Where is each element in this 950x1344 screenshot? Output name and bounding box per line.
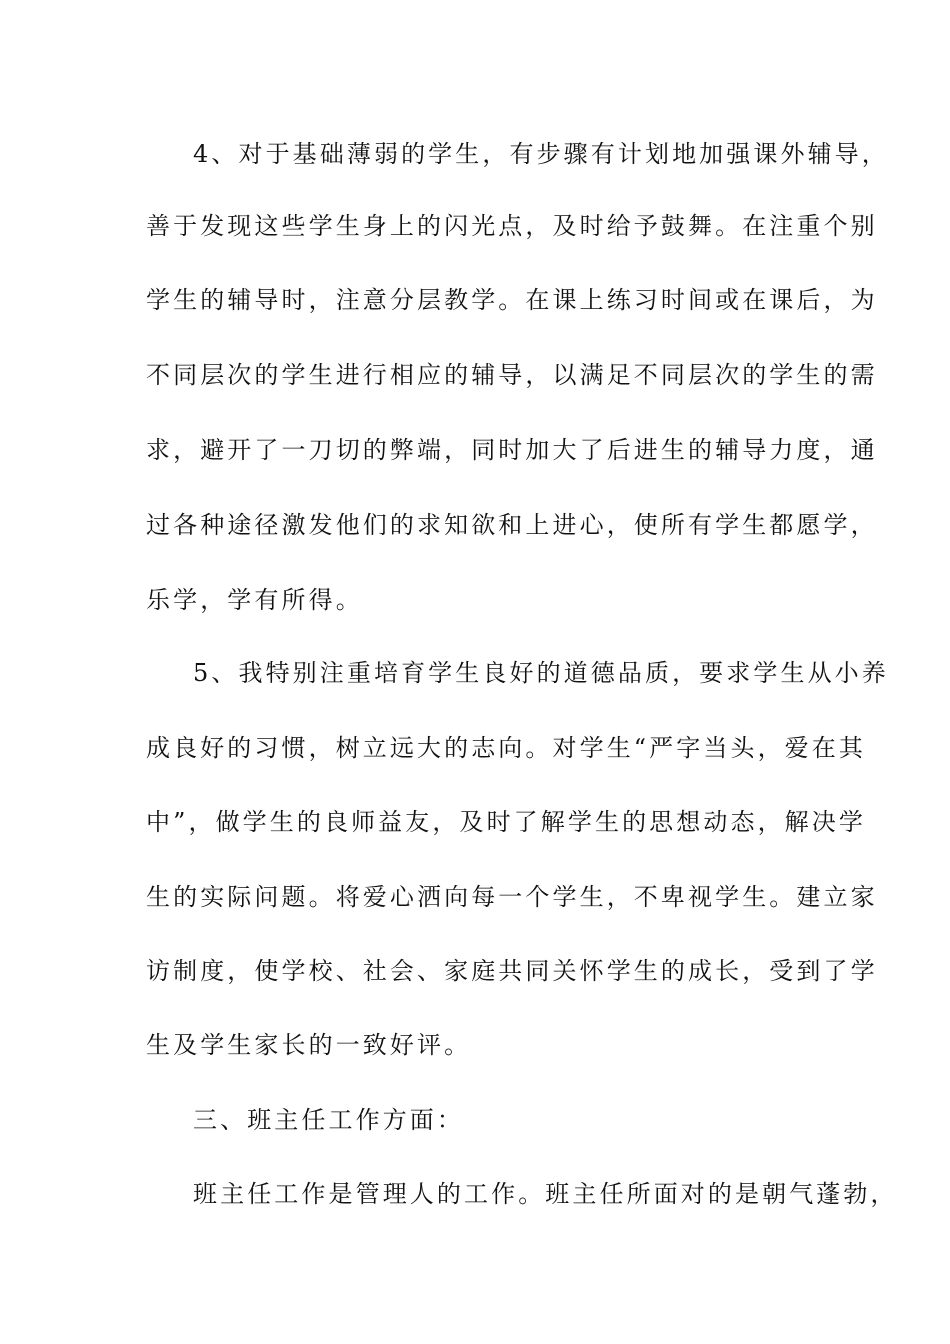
paragraph-5-line-1: 5、我特别注重培育学生良好的道德品质，要求学生从小养 — [193, 659, 889, 687]
paragraph-4-line-1: 4、对于基础薄弱的学生，有步骤有计划地加强课外辅导， — [193, 140, 889, 168]
paragraph-4-line-5: 求，避开了一刀切的弊端，同时加大了后进生的辅导力度，通 — [146, 436, 878, 464]
section-heading: 三、班主任工作方面： — [193, 1106, 464, 1134]
paragraph-4-line-7: 乐学，学有所得。 — [146, 586, 363, 614]
paragraph-5-line-3: 中”，做学生的良师益友，及时了解学生的思想动态，解决学 — [146, 808, 866, 836]
paragraph-5-line-2: 成良好的习惯，树立远大的志向。对学生“严字当头，爱在其 — [146, 734, 866, 762]
paragraph-6-line-1: 班主任工作是管理人的工作。班主任所面对的是朝气蓬勃， — [193, 1180, 898, 1208]
paragraph-4-line-2: 善于发现这些学生身上的闪光点，及时给予鼓舞。在注重个别 — [146, 212, 878, 240]
paragraph-5-line-6: 生及学生家长的一致好评。 — [146, 1031, 472, 1059]
paragraph-4-line-6: 过各种途径激发他们的求知欲和上进心，使所有学生都愿学， — [146, 511, 878, 539]
paragraph-4-line-4: 不同层次的学生进行相应的辅导，以满足不同层次的学生的需 — [146, 361, 878, 389]
paragraph-5-line-4: 生的实际问题。将爱心洒向每一个学生，不卑视学生。建立家 — [146, 883, 878, 911]
paragraph-5-line-5: 访制度，使学校、社会、家庭共同关怀学生的成长，受到了学 — [146, 957, 878, 985]
paragraph-4-line-3: 学生的辅导时，注意分层教学。在课上练习时间或在课后，为 — [146, 286, 878, 314]
